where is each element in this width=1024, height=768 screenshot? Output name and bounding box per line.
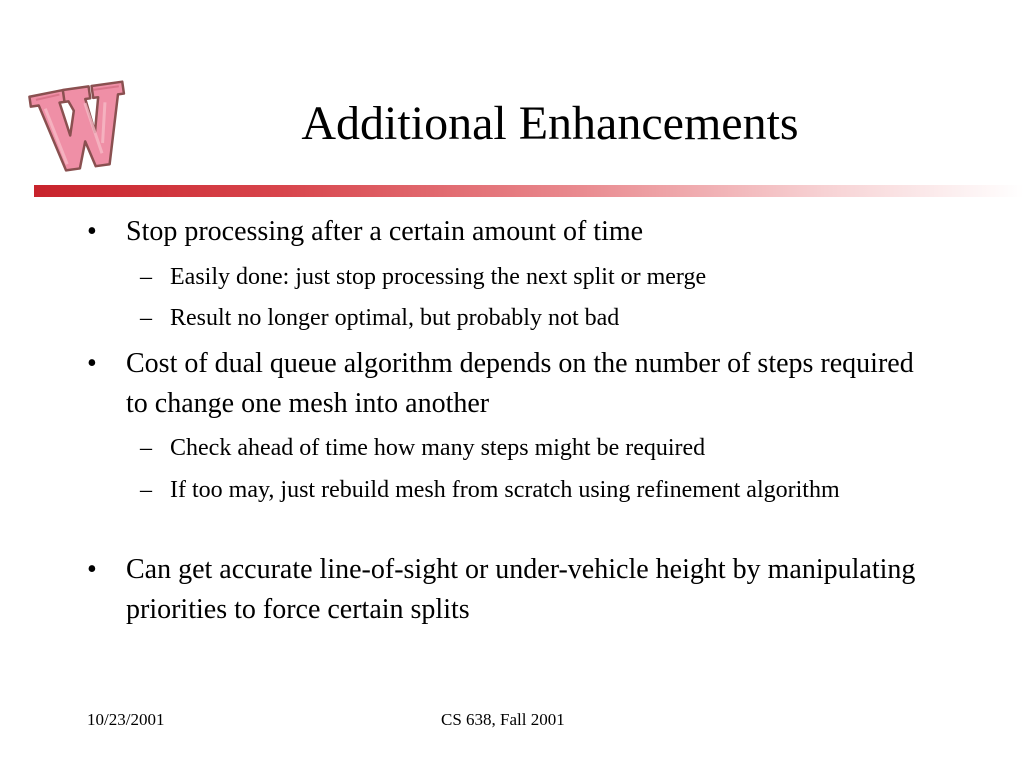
sub-bullet-item — [140, 260, 860, 294]
sub-bullet-text: Result no longer optimal, but probably not bad — [170, 305, 620, 331]
bullet-item — [87, 550, 917, 630]
bullet-marker: • — [87, 216, 97, 247]
sub-bullet-marker: – — [140, 435, 152, 461]
bullet-text: Stop processing after a certain amount of time — [126, 216, 644, 247]
bullet-text: Cost of dual queue algorithm depends on the number of steps required to change one mesh into another — [126, 348, 914, 419]
footer-course: CS 638, Fall 2001 — [441, 710, 565, 729]
sub-bullet-item — [140, 301, 860, 335]
sub-bullet-marker: – — [140, 264, 152, 290]
sub-bullet-item — [140, 431, 860, 465]
sub-bullet-marker: – — [140, 305, 152, 331]
bullet-text: Can get accurate line-of-sight or under-vehicle height by manipulating priorities to force certain splits — [126, 554, 916, 625]
sub-bullet-text: Easily done: just stop processing the next split or merge — [170, 264, 707, 290]
footer-date: 10/23/2001 — [87, 710, 165, 729]
sub-bullet-marker: – — [140, 477, 152, 503]
bullet-item — [87, 212, 917, 252]
bullet-marker: • — [87, 348, 97, 379]
bullet-item — [87, 344, 917, 424]
sub-bullet-item — [140, 473, 860, 507]
bullet-marker: • — [87, 554, 97, 585]
slide-title: Additional Enhancements — [301, 97, 799, 150]
sub-bullet-text: Check ahead of time how many steps might be required — [170, 435, 706, 461]
sub-bullet-text: If too may, just rebuild mesh from scratch using refinement algorithm — [170, 477, 840, 503]
